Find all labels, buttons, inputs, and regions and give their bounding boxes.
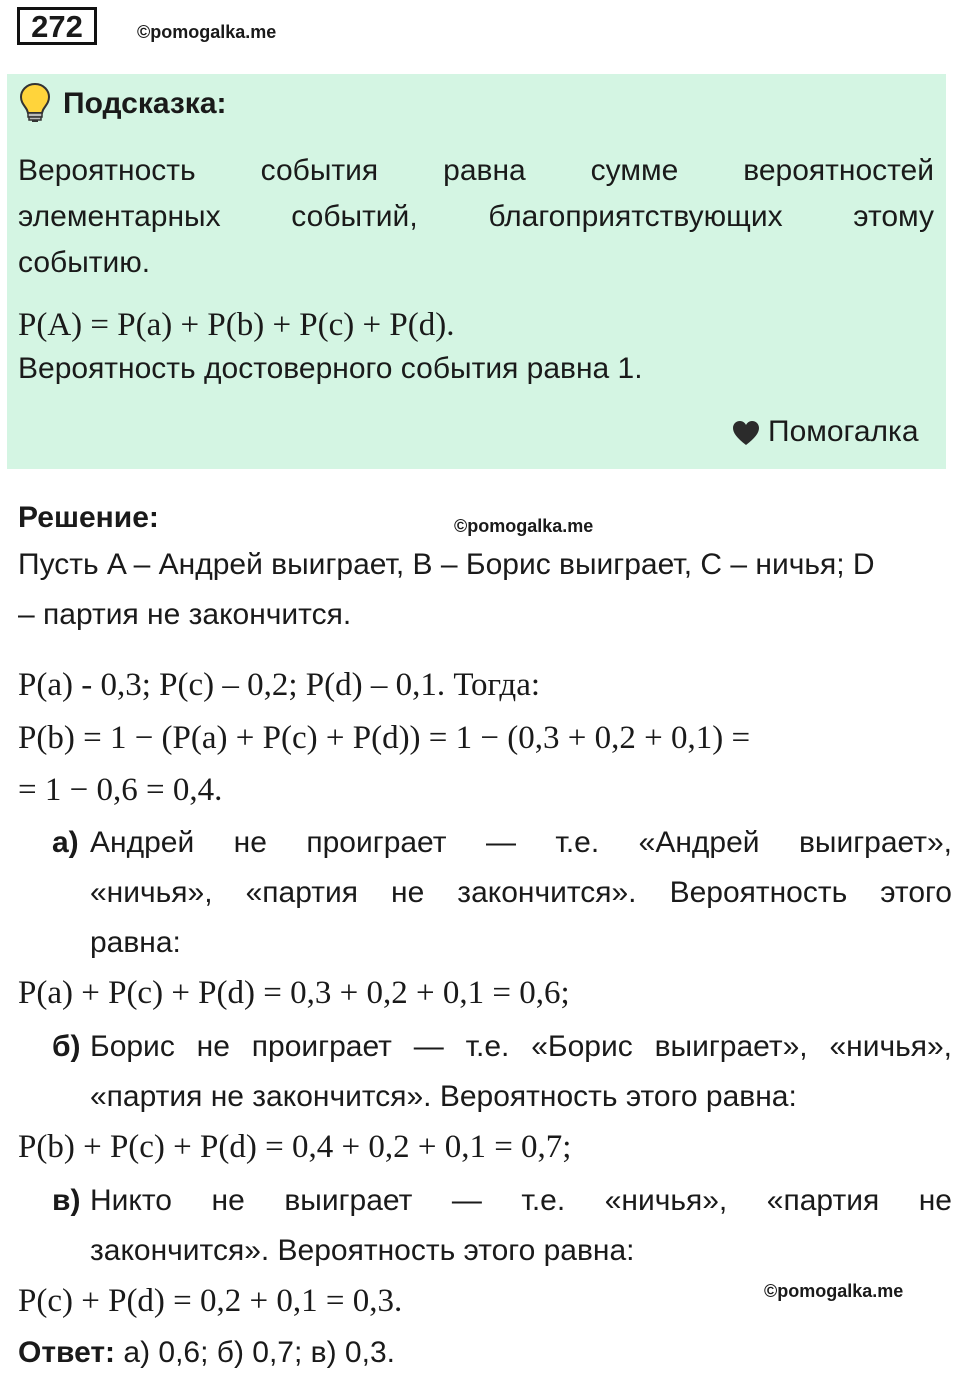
hint-note: Вероятность достоверного события равна 1.: [18, 352, 643, 385]
hint-formula: P(A) = P(a) + P(b) + P(c) + P(d).: [18, 307, 455, 343]
part-c-line-1: Никто не выиграет — т.е. «ничья», «партия не: [90, 1184, 952, 1217]
answer-text: а) 0,6; б) 0,7; в) 0,3.: [123, 1336, 395, 1369]
part-b-formula: P(b) + P(c) + P(d) = 0,4 + 0,2 + 0,1 = 0,7;: [18, 1129, 572, 1165]
solution-intro-line-1: Пусть A – Андрей выиграет, B – Борис выиграет, C – ничья; D: [18, 548, 875, 581]
hint-text-line-1: Вероятность события равна сумме вероятностей: [18, 154, 934, 187]
part-a-line-3: равна:: [90, 926, 181, 959]
part-b-line-2: «партия не закончится». Вероятность этого равна:: [90, 1080, 797, 1113]
hint-text-line-2: элементарных событий, благоприятствующих этому: [18, 200, 934, 233]
pb-formula-line-1: P(b) = 1 − (P(a) + P(c) + P(d)) = 1 − (0,3 + 0,2 + 0,1) =: [18, 720, 751, 756]
answer-label: Ответ:: [18, 1336, 116, 1369]
hint-title: Подсказка:: [63, 87, 227, 120]
watermark: ©pomogalka.me: [454, 516, 594, 536]
heart-icon: [731, 419, 761, 447]
watermark: ©pomogalka.me: [764, 1281, 904, 1301]
solution-title: Решение:: [18, 501, 159, 534]
hint-brand: Помогалка: [768, 415, 919, 448]
part-a-label: а): [52, 826, 79, 859]
part-a-line-1: Андрей не проиграет — т.е. «Андрей выиграет»,: [90, 826, 952, 859]
part-b-line-1: Борис не проиграет — т.е. «Борис выиграет», «ничья»,: [90, 1030, 952, 1063]
part-b-label: б): [52, 1030, 81, 1063]
part-a-line-2: «ничья», «партия не закончится». Вероятность этого: [90, 876, 952, 909]
answer: [18, 1328, 395, 1378]
solution-intro-line-2: – партия не закончится.: [18, 598, 352, 631]
part-c-label: в): [52, 1184, 81, 1217]
lightbulb-icon: [18, 82, 52, 124]
hint-text-line-3: событию.: [18, 246, 151, 279]
pb-formula-line-2: = 1 − 0,6 = 0,4.: [18, 772, 223, 808]
given-values: P(a) - 0,3; P(c) – 0,2; P(d) – 0,1. Тогда:: [18, 667, 541, 703]
watermark: ©pomogalka.me: [137, 22, 277, 42]
problem-number: 272: [17, 7, 97, 45]
part-c-line-2: закончится». Вероятность этого равна:: [90, 1234, 635, 1267]
part-a-formula: P(a) + P(c) + P(d) = 0,3 + 0,2 + 0,1 = 0,6;: [18, 975, 570, 1011]
part-c-formula: P(c) + P(d) = 0,2 + 0,1 = 0,3.: [18, 1283, 403, 1319]
